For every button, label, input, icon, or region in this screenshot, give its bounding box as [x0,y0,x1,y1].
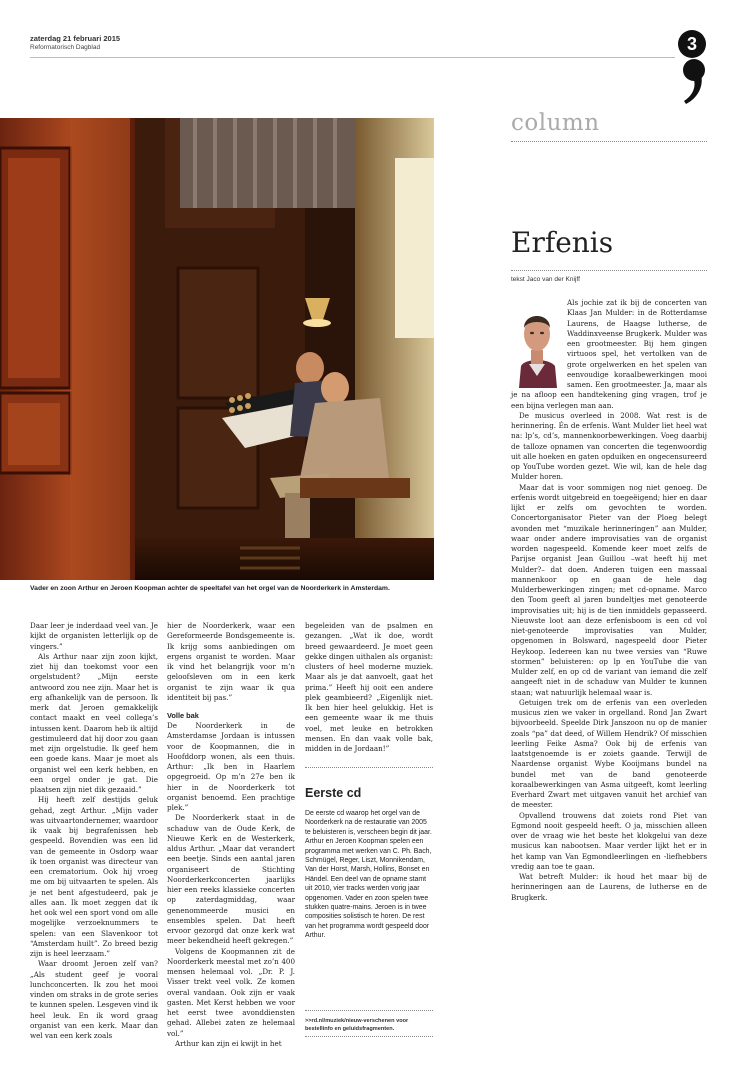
paragraph: Opvallend trouwens dat zoiets rond Piet van Egmond nooit gespeeld heeft. O ja, misschien alleen over de vraag wie het beste het klokgelui van deze musicus kan nabootsen. Maar verder lijkt het er in het kamp van Van Egmondleerlingen en -liefhebbers vredig aan toe te gaan. [511,810,707,871]
box-title: Eerste cd [305,786,362,800]
header-divider [30,57,675,58]
article-column-2 [167,621,295,1049]
paragraph: Daar leer je inderdaad veel van. Je kijkt de organisten letterlijk op de vingers.” [30,621,158,651]
article-column-1 [30,621,158,1041]
column-title: Erfenis [511,226,614,259]
paragraph: Maar dat is voor sommigen nog niet genoeg. De erfenis wordt uitgebreid en toegeëigend; hier en daar lijkt er zelfs om gevochten te worden. Concertorganisator Pieter van der Ploeg belegt avonden met “muzikale herinneringen” aan Mulder, waar onder andere improvisaties van de organist worden nagespeeld. Komende keer moet zelfs de Parijse organist Jean Guillou –wat heeft hij met Mulder?– dat doen. Anderen tuigen een massaal mannenkoor op en gaan de hele dag Mulderbewerkingen zingen; met cd-opname. Marco den Toom geeft al jaren bundeltjes met genoteerde improvisaties uit; hij is de tien inmiddels gepasseerd. Nieuwste loot aan deze erfenisboom is een cd vol niet-genoteerde improvisaties van Mulder, opgenomen in Bolsward, nagespeeld door Pieter Heykoop. Iedereen kan nu twee versies van “Ruwe stormen” beluisteren: op lp en YouTube die van Mulder zelf, en op cd de variant van iemand die zelf aangeeft niet in de schaduw van Mulder te kunnen staan; wat natuurlijk helemaal waar is. [511,482,707,697]
article-photo [0,118,434,580]
author-portrait [511,298,567,388]
box-text: De eerste cd waarop het orgel van de Noorderkerk na de restauratie van 2005 te beluisteren is, verscheen begin dit jaar. Arthur en Jeroen Koopman spelen een programma met werken van C. Ph. Bach, Schmügel, Reger, Liszt, Monnikendam, Van der Horst, Marsh, Hollins, Bonset en Händel. Een deel van de opname stamt uit 2010, vier tracks werden vorig jaar opgenomen. Vader en zoon spelen twee stukken quatre-mains. Jeroen is in twee composities solistisch te horen. De rest van het programma wordt gespeeld door Arthur. [305,810,432,940]
paragraph: De Noorderkerk in de Amsterdamse Jordaan is intussen voor de Koopmannen, die in Hoofddorp wonen, als een thuis. Arthur: „Ik ben in Haarlem opgegroeid. Op m’n 27e ben ik hier in de Noorderkerk tot organist benoemd. Een prachtige plek.” [167,721,295,812]
paragraph: Arthur kan zijn ei kwijt in het [175,1038,282,1048]
box-divider-bottom [305,1036,433,1037]
paragraph: De Noorderkerk staat in de schaduw van de Oude Kerk, de Nieuwe Kerk en de Westerkerk, aldus Arthur. „Maar dat verandert een beetje. Sinds een aantal jaren organiseert de Stichting Noorderkerkconcerten jaarlijks hier een reeks klassieke concerten op zaterdagmiddag, waar genenommeerde musici en ensembles spelen. Dat heeft ervoor gezorgd dat onze kerk wat meer bekendheid heeft gekregen.” [167,813,295,946]
subheading: Volle bak [167,711,199,720]
paragraph: Als Arthur naar zijn zoon kijkt, ziet hij dan toekomst voor een orgelstudent? „Mijn eerste antwoord zou nee zijn. Maar het is erg afhankelijk van de persoon. Ik merk dat Jeroen gemakkelijk contact maakt en veel collega’s intussen kent. Daarom heb ik altijd gestimuleerd dat hij door zou gaan met zijn orgelstudie. Ik geef hem een goede kans. Maar je moet als organist wel een kerk hebben, en een orgel onder je gat. Die plaatsen zijn niet dik gezaaid.” [30,651,158,794]
paragraph: Als jochie zat ik bij de concerten van Klaas Jan Mulder: in de Rotterdamse Laurens, de Haagse lutherse, de Waddinxveense Brugkerk. Mulder was een grootmeester. Bij hem gingen virtuoos spel, het vertolken van de grote orgelwerken en het spelen van eenvoudige koraalbewerkingen mooi samen. Een grootmeester. Ja, maar als je na afloop een handtekening ging vragen, trof je een bijna verlegen man aan. [511,298,707,410]
paragraph: Getuigen trek om de erfenis van een overleden musicus zien we vaker in orgelland. Rond Jan Zwart bijvoorbeeld. Speelde Dirk Janszoon nu op de manier zoals “pa” dat deed, of Willem Hendrik? Of misschien leerling Feike Asma? Ook bij de erfenis van laatstgenoemde is er zoiets gaande. Terwijl de Naardense organist Wybe Kooijmans bundel na bundel met van de band genoteerde koraalbewerkingen van Asma uitgeeft, komt leerling Everhard Zwart met uitgaven vanuit het archief van de meester. [511,697,707,810]
section-divider [511,141,707,142]
paragraph: hier de Noorderkerk, waar een Gereformeerde Bondsgemeente is. Ik krijg soms aanbiedingen om ergens organist te worden. Maar ik vind het belangrijk voor m’n geloofsleven om in een kerk organist te zijn waar ik qua identiteit bij pas.” [167,621,295,702]
page-number-badge: 3 [678,30,706,58]
paragraph: De musicus overleed in 2008. Wat rest is de herinnering. Én de erfenis. Want Mulder liet heel wat na: lp’s, cd’s, mannenkoorbewerkingen. Voeg daarbij de talloze opnamen van concerten die tegenwoordig uit alle hoeken en gaten opduiken en ongecensureerd op YouTube worden gezet. Wie wil, kan de hele dag Mulder horen. [511,410,707,482]
comma-logo-icon [678,58,710,106]
paragraph: Waar droomt Jeroen zelf van? „Als student geef je vooral lunchconcerten. Ik zou het mooi vinden om straks in de grote series te kunnen spelen. Lesgeven vind ik heel leuk. En ik word graag organist van een kerk. Maar dan wel van een kerk zoals [30,959,158,1040]
section-label: column [511,110,600,136]
paragraph: begeleiden van de psalmen en gezangen. „Wat ik doe, wordt breed gewaardeerd. Je moet geen gekke dingen uithalen als organist: clusters of heel moderne muziek. Maar als je dat aanvoelt, gaat het prima.” Heeft hij ooit een andere plek geambieerd? „Eigenlijk niet. Ik ben hier heel gelukkig. Het is een gemeente waar ik me thuis voel, met leuke en betrokken mensen. En dan vaak volle bak, midden in de Jordaan!” [305,621,433,753]
photo-caption: Vader en zoon Arthur en Jeroen Koopman achter de speeltafel van het orgel van de Noorderkerk in Amsterdam. [30,585,390,592]
paragraph: Volgens de Koopmannen zit de Noorderkerk meestal met zo’n 400 mensen helemaal vol. „Dr. P. J. Visser trekt veel volk. Ze komen overal vandaan. Ook zijn er vaak gasten. Met Kerst hebben we voor het eerst twee avonddiensten gehad. Allebei zaten ze helemaal vol.” [167,946,295,1038]
column-body [511,298,707,903]
box-divider-top [305,767,433,768]
article-column-3 [305,621,433,754]
organ-console-photo [0,118,434,580]
header-date: zaterdag 21 februari 2015 [30,34,121,43]
header-paper-name: Reformatorisch Dagblad [30,44,101,51]
portrait-icon [511,298,563,388]
paragraph: Wat betreft Mulder: ik houd het maar bij de herinneringen aan de Laurens, de lutherse en de Brugkerk. [511,872,707,902]
paragraph: Hij heeft zelf destijds geluk gehad, zegt Arthur. „Mijn vader was uitvaartondernemer, waardoor ik vaak bij begrafenissen heb gespeeld. Bovendien was een lid van de gemeente in Osdorp waar ik toen organist was directeur van een crematorium. Ook hij vroeg me om bij uitvaarten te spelen. Als je net bent afgestudeerd, pak je alles aan. Ik moet zeggen dat ik het ook wel een sport vond om alle mogelijke verzoeknummers te spelen: van een Slavenkoor tot “Amsterdam huilt”. Zo breed bezig zijn is heel leerzaam.” [30,795,158,958]
column-author: tekst Jaco van der Knijff [511,276,580,283]
title-divider [511,270,707,271]
box-divider-mid [305,1010,433,1011]
box-link[interactable]: >>rd.nl/muziek/nieuw-verschenen voor bestellinfo en geluidsfragmenten. [305,1018,409,1032]
